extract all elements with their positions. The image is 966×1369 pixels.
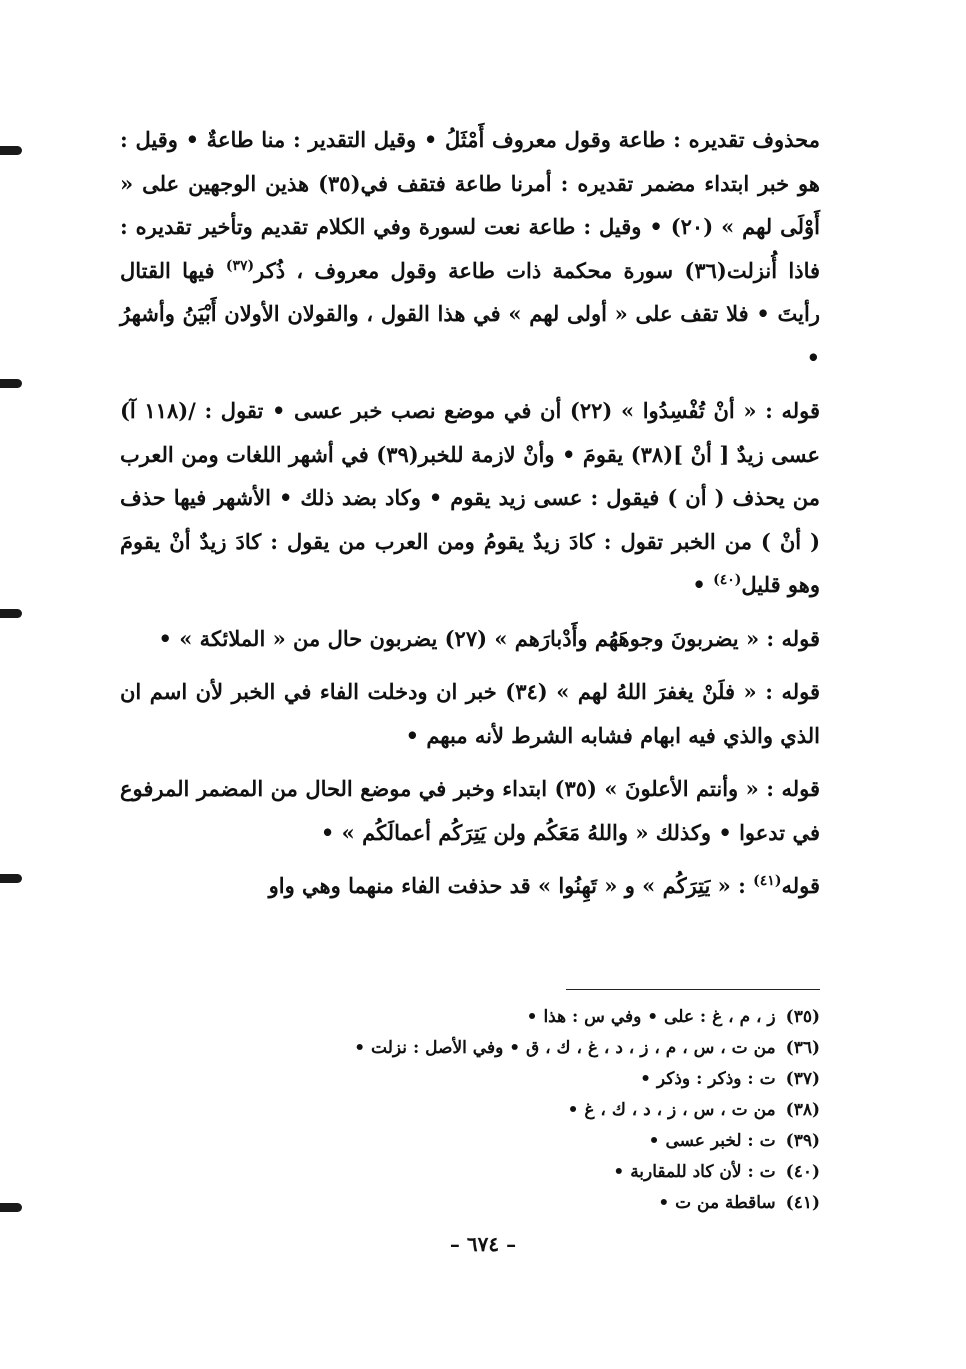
binding-mark — [0, 609, 22, 618]
paragraph: قوله : « يضربونَ وجوهَهُم وأَدْبارَهم » (٢٧) يضربون حال من « الملائكة » • — [158, 625, 820, 651]
paragraph-text: قوله$^{(٤١)}$ : « يَتِرَكُم » و « تَهِنُوا » قد حذفت الفاء منهما وهي واو — [268, 873, 820, 898]
footnote-ref: (٤١) — [753, 873, 782, 889]
paragraph: قوله : « أنْ تُفْسِدُوا » (٢٢) أن في موضع نصب خبر عسى • تقول : /(١١٨ آ) عسى زيدٌ [ أنْ ](٣٨) يقومَ • وأنْ لازمة للخبر(٣٩) في أشهر اللغات ومن العرب من يحذف ( أن ) فيقول : عسى زيد يقوم • وكاد بضد ذلك • الأشهر فيها حذف ( أنْ ) من الخبر تقول : كادَ زيدٌ يقومُ ومن العرب من يقول : كادَ زيدٌ أنْ يقومَ وهو قليل$^{(٤٠)}$ • — [120, 398, 821, 597]
footnotes — [200, 1002, 820, 1219]
footnote-number: (٤٠) — [785, 1162, 820, 1182]
footnote-number: (٤١) — [785, 1193, 820, 1213]
footnote-text: ت : لأن كاد للمقاربة • — [613, 1162, 776, 1182]
paragraph — [120, 864, 820, 908]
footnote-text: ت : لخبر عسى • — [648, 1131, 776, 1151]
footnote-text: من ت ، س ، م ، ز ، د ، غ ، ك ، ق • وفي الأصل : نزلت • — [354, 1038, 776, 1058]
footnote-number: (٣٦) — [785, 1038, 820, 1058]
paragraph: محذوف تقديره : طاعة وقول معروف أَمْثَلُ • وقيل التقدير : منا طاعةٌ • وقيل : هو خبر ابتداء مضمر تقديره : أمرنا طاعة فتقف في(٣٥) هذين الوجهين على « أَوْلَى لهم » (٢٠) • وقيل : طاعة نعت لسورة وفي الكلام تقديم وتأخير تقديره : فاذا أُنزلت(٣٦) سورة محكمة ذات طاعة وقول معروف ، ذُكر$^{(٣٧)}$ فيها القتال رأيتَ • فلا تقف على « أولى لهم » في هذا القول ، والقولان الأولان أَبْيَنُ وأشهرُ • — [120, 127, 821, 370]
footnote — [200, 1064, 820, 1095]
footnote-number: (٣٥) — [785, 1007, 820, 1027]
footnote-number: (٣٩) — [785, 1131, 820, 1151]
footnote — [200, 1095, 820, 1126]
paragraph: قوله : « وأنتم الأعلونَ » (٣٥) ابتداء وخبر في موضع الحال من المضمر المرفوع في تدعوا • وكذلك « واللهُ مَعَكُم ولن يَتِرَكُم أعمالَكُم » • — [120, 776, 820, 845]
binding-mark — [0, 379, 22, 388]
footnote-text: ت : وذكر : وذكر • — [640, 1069, 776, 1089]
footnote — [200, 1002, 820, 1033]
footnote-text: ز ، م ، غ : على • وفي س : هذا • — [526, 1007, 776, 1027]
binding-mark — [0, 1203, 22, 1212]
footnote-number: (٣٨) — [785, 1100, 820, 1120]
footnote-number: (٣٧) — [785, 1069, 820, 1089]
binding-mark — [0, 146, 22, 155]
footnote — [200, 1033, 820, 1064]
footnote-text: من ت ، س ، ز ، د ، ك ، غ • — [567, 1100, 776, 1120]
page-number: – ٦٧٤ – — [449, 1232, 517, 1256]
footnote — [200, 1126, 820, 1157]
paragraph: قوله : « فلَنْ يغفرَ اللهُ لهم » (٣٤) خبر ان ودخلت الفاء في الخبر لأن اسم ان الذي والذي فيه ابهام فشابه الشرط لأنه مبهم • — [120, 679, 820, 748]
binding-mark — [0, 874, 22, 883]
footnote-text: ساقطة من ت • — [658, 1193, 776, 1213]
footnote-ref: (٣٧) — [225, 257, 255, 274]
footnote-divider — [566, 989, 820, 990]
footnote-ref: (٤٠) — [713, 572, 742, 588]
main-text — [120, 118, 820, 908]
footnote — [200, 1157, 820, 1188]
footnote — [200, 1188, 820, 1219]
